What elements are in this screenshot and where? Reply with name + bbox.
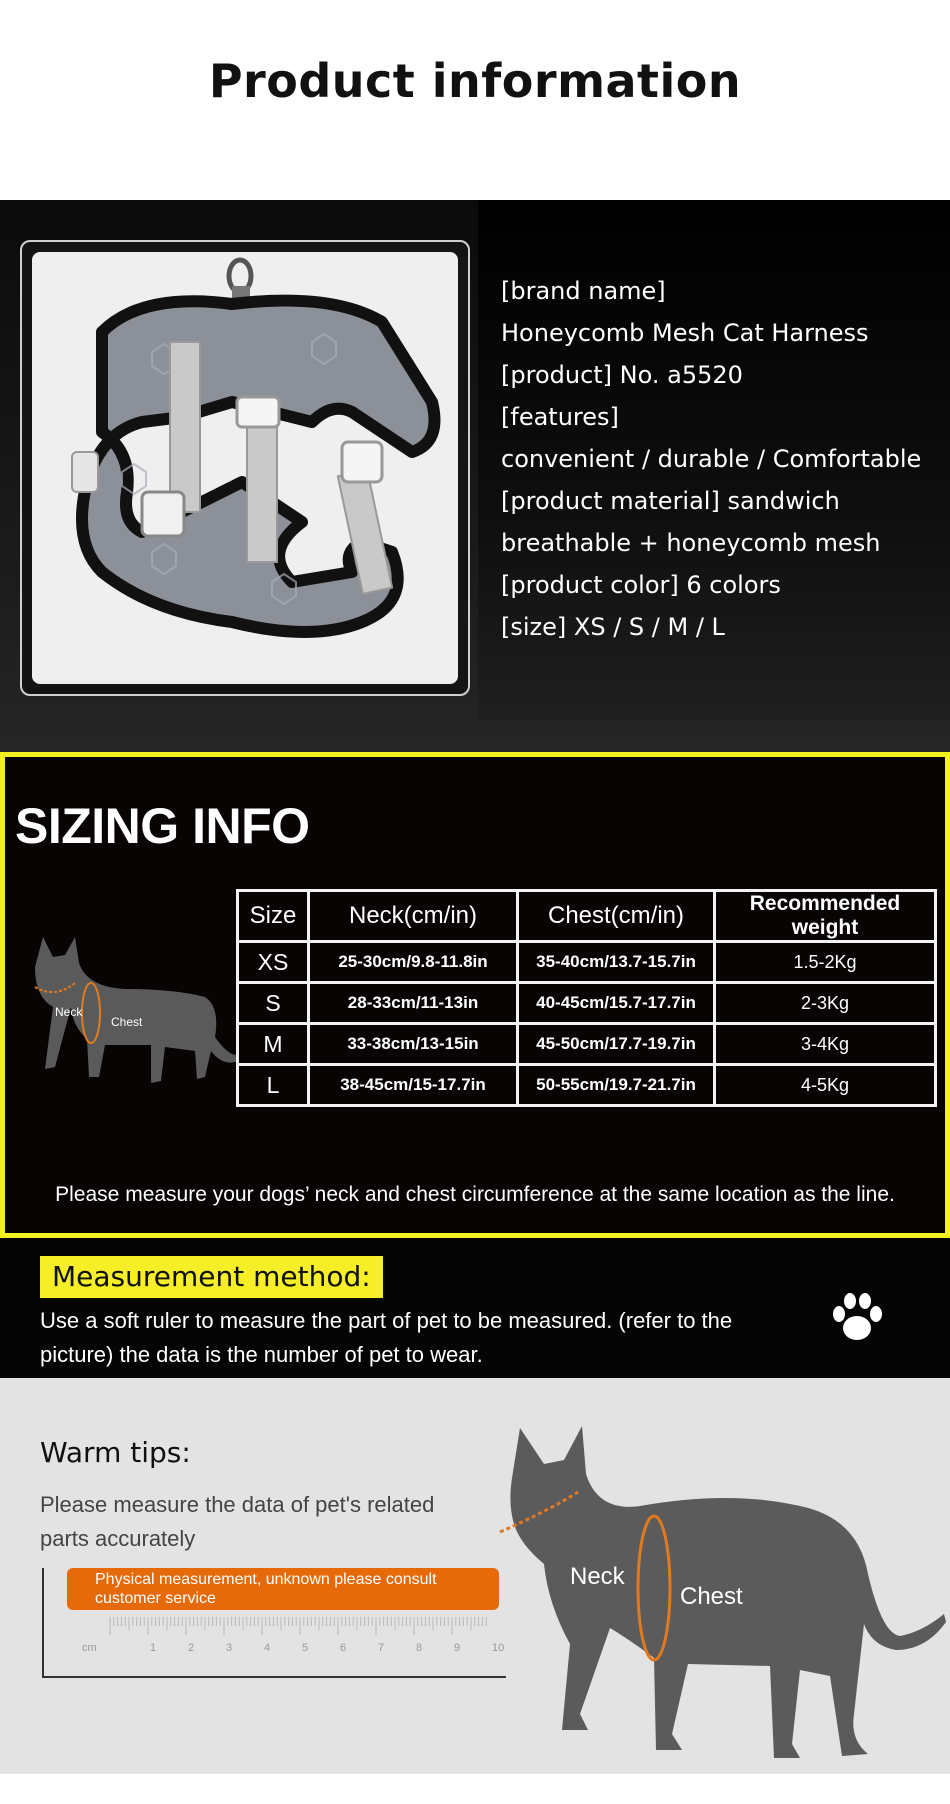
cat-neck-label: Neck: [55, 1005, 83, 1019]
size-cell: M: [238, 1024, 309, 1065]
ruler-number: 7: [378, 1642, 385, 1654]
spec-line: [product] No. a5520: [501, 361, 743, 389]
chest-cell: 35-40cm/13.7-15.7in: [518, 942, 715, 983]
spec-line: [brand name]: [501, 277, 666, 305]
header-chest: Chest(cm/in): [518, 891, 715, 942]
product-specs: [501, 270, 941, 648]
neck-cell: 25-30cm/9.8-11.8in: [309, 942, 518, 983]
sizing-panel: [0, 752, 950, 1238]
spec-line: breathable + honeycomb mesh: [501, 529, 881, 557]
size-cell: S: [238, 983, 309, 1024]
method-text: Use a soft ruler to measure the part of pet to be measured. (refer to the picture) the data is the number of pet to wear.: [40, 1308, 733, 1367]
header-size: Size: [238, 891, 309, 942]
cat-silhouette-small: [15, 927, 240, 1097]
weight-cell: 2-3Kg: [715, 983, 936, 1024]
paw-icon: [828, 1288, 886, 1346]
size-cell: XS: [238, 942, 309, 983]
chest-cell: 45-50cm/17.7-19.7in: [518, 1024, 715, 1065]
cat-chest-label: Chest: [111, 1015, 143, 1029]
weight-cell: 1.5-2Kg: [715, 942, 936, 983]
size-cell: L: [238, 1065, 309, 1106]
bottom-strip: [0, 1774, 950, 1804]
method-panel: [0, 1238, 950, 1378]
cat-silhouette-large: [470, 1414, 950, 1774]
tips-title: Warm tips:: [40, 1436, 191, 1469]
spec-line: convenient / durable / Comfortable: [501, 445, 922, 473]
tips-panel: [0, 1378, 950, 1774]
header: [0, 0, 950, 200]
header-weight: Recommended weight: [715, 891, 936, 942]
cat-large-chest-label: Chest: [680, 1583, 743, 1610]
method-title: Measurement method:: [40, 1256, 383, 1298]
ruler-number: 5: [302, 1642, 309, 1654]
ruler-number: 10: [492, 1642, 505, 1654]
spec-line: [product color] 6 colors: [501, 571, 781, 599]
ruler-number: 3: [226, 1642, 233, 1654]
sizing-title: SIZING INFO: [15, 798, 310, 854]
table-row: [238, 1065, 936, 1106]
table-row: [238, 942, 936, 983]
harness-image: [32, 252, 458, 684]
table-row: [238, 983, 936, 1024]
chest-cell: 40-45cm/15.7-17.7in: [518, 983, 715, 1024]
neck-cell: 28-33cm/11-13in: [309, 983, 518, 1024]
product-photo-frame: [20, 240, 470, 696]
ruler-image: [80, 1615, 505, 1655]
neck-cell: 33-38cm/13-15in: [309, 1024, 518, 1065]
ruler-number: 8: [416, 1642, 423, 1654]
ruler-number: 1: [150, 1642, 157, 1654]
page-title: Product information: [208, 54, 742, 108]
weight-cell: 4-5Kg: [715, 1065, 936, 1106]
tips-text: Please measure the data of pet's related parts accurately: [40, 1492, 435, 1551]
consult-badge: Physical measurement, unknown please consult customer service: [67, 1568, 499, 1610]
spec-line: [features]: [501, 403, 619, 431]
size-table-header: [238, 891, 936, 942]
ruler-number: 6: [340, 1642, 347, 1654]
spec-line: Honeycomb Mesh Cat Harness: [501, 319, 869, 347]
neck-cell: 38-45cm/15-17.7in: [309, 1065, 518, 1106]
ruler-number: 2: [188, 1642, 195, 1654]
sizing-note: Please measure your dogs’ neck and chest circumference at the same location as the line.: [55, 1183, 895, 1206]
size-table: [236, 889, 937, 1107]
header-neck: Neck(cm/in): [309, 891, 518, 942]
table-row: [238, 1024, 936, 1065]
ruler-unit: cm: [82, 1642, 97, 1654]
spec-line: [product material] sandwich: [501, 487, 840, 515]
cat-large-neck-label: Neck: [570, 1563, 625, 1590]
weight-cell: 3-4Kg: [715, 1024, 936, 1065]
ruler-number: 9: [454, 1642, 461, 1654]
spec-line: [size] XS / S / M / L: [501, 613, 725, 641]
product-panel: [0, 200, 950, 752]
chest-cell: 50-55cm/19.7-21.7in: [518, 1065, 715, 1106]
ruler-number: 4: [264, 1642, 271, 1654]
